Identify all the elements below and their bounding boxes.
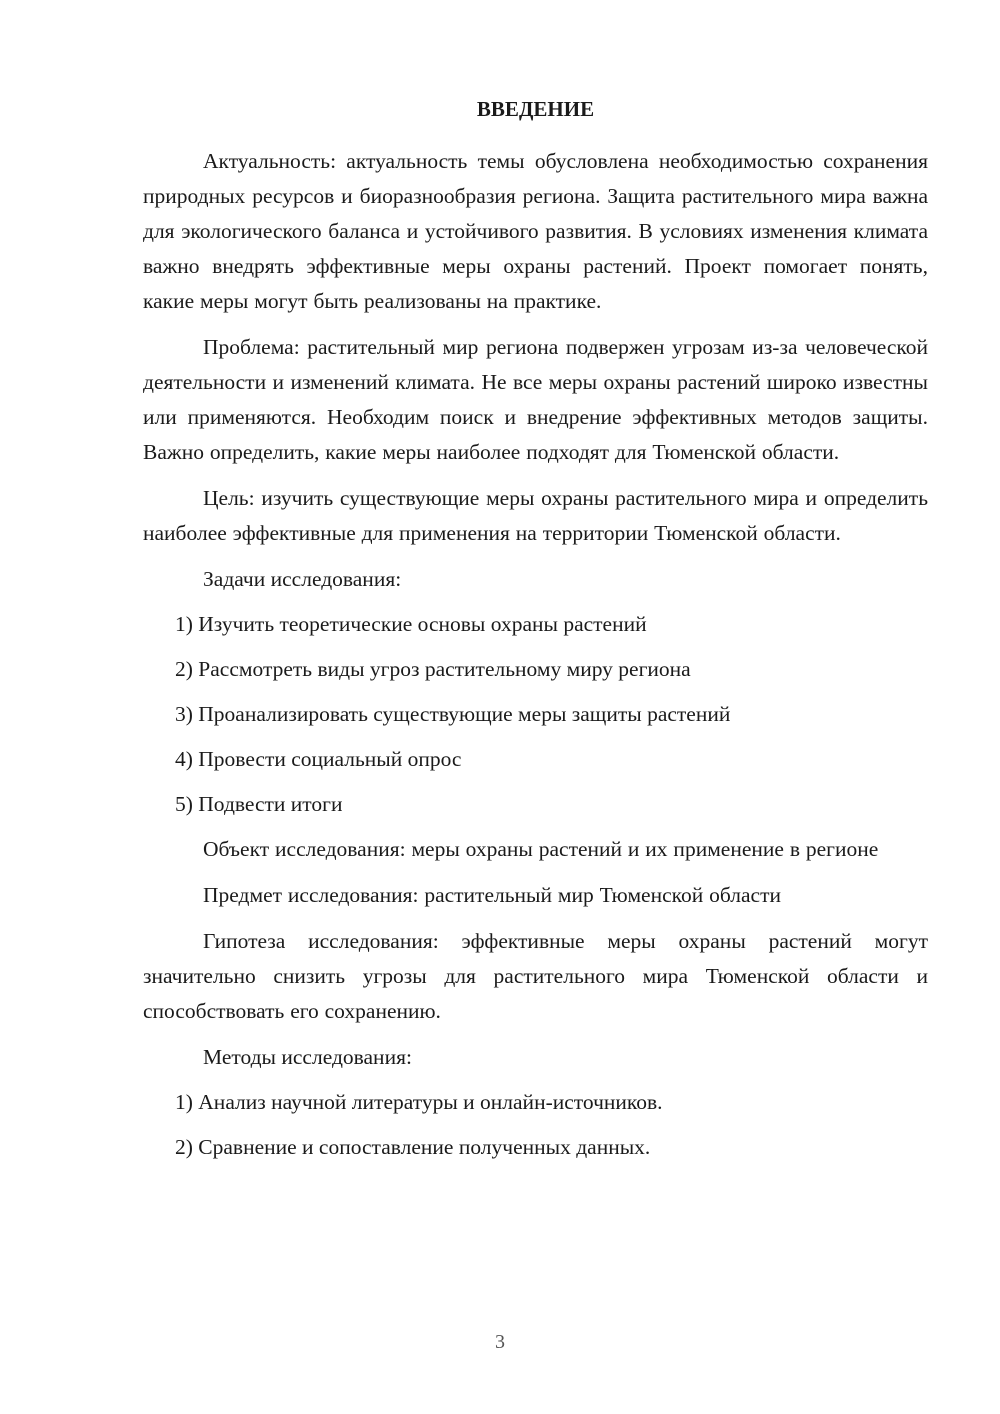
relevance-paragraph: Актуальность: актуальность темы обусловлена необходимостью сохранения природных ресурсов и биоразнообразия региона. Защита растительного мира важна для экологического баланса и устойчивого развития. В условиях изменения климата важно внедрять эффективные меры охраны растений. Проект помогает понять, какие меры могут быть реализованы на практике. — [143, 149, 928, 313]
object-paragraph: Объект исследования: меры охраны растений и их применение в регионе — [203, 837, 879, 861]
methods-title: Методы исследования: — [203, 1045, 412, 1069]
goal-paragraph: Цель: изучить существующие меры охраны растительного мира и определить наиболее эффективные для применения на территории Тюменской области. — [143, 486, 928, 545]
task-item: 5) Подвести итоги — [175, 792, 343, 816]
page-number: 3 — [495, 1331, 505, 1353]
problem-paragraph: Проблема: растительный мир региона подвержен угрозам из-за человеческой деятельности и изменений климата. Не все меры охраны растений широко известны или применяются. Необходим поиск и внедрение эффективных методов защиты. Важно определить, какие меры наиболее подходят для Тюменской области. — [143, 335, 928, 464]
task-item: 4) Провести социальный опрос — [175, 747, 462, 771]
task-item: 1) Изучить теоретические основы охраны растений — [175, 612, 647, 636]
task-item: 2) Рассмотреть виды угроз растительному миру региона — [175, 657, 691, 681]
method-item: 2) Сравнение и сопоставление полученных данных. — [175, 1135, 651, 1159]
document-page — [143, 92, 928, 1175]
method-item: 1) Анализ научной литературы и онлайн-источников. — [175, 1090, 663, 1114]
tasks-title: Задачи исследования: — [203, 567, 402, 591]
subject-paragraph: Предмет исследования: растительный мир Тюменской области — [203, 883, 781, 907]
hypothesis-paragraph: Гипотеза исследования: эффективные меры охраны растений могут значительно снизить угрозы для растительного мира Тюменской области и способствовать его сохранению. — [143, 929, 928, 1023]
task-item: 3) Проанализировать существующие меры защиты растений — [175, 702, 731, 726]
page-title: ВВЕДЕНИЕ — [476, 97, 595, 121]
